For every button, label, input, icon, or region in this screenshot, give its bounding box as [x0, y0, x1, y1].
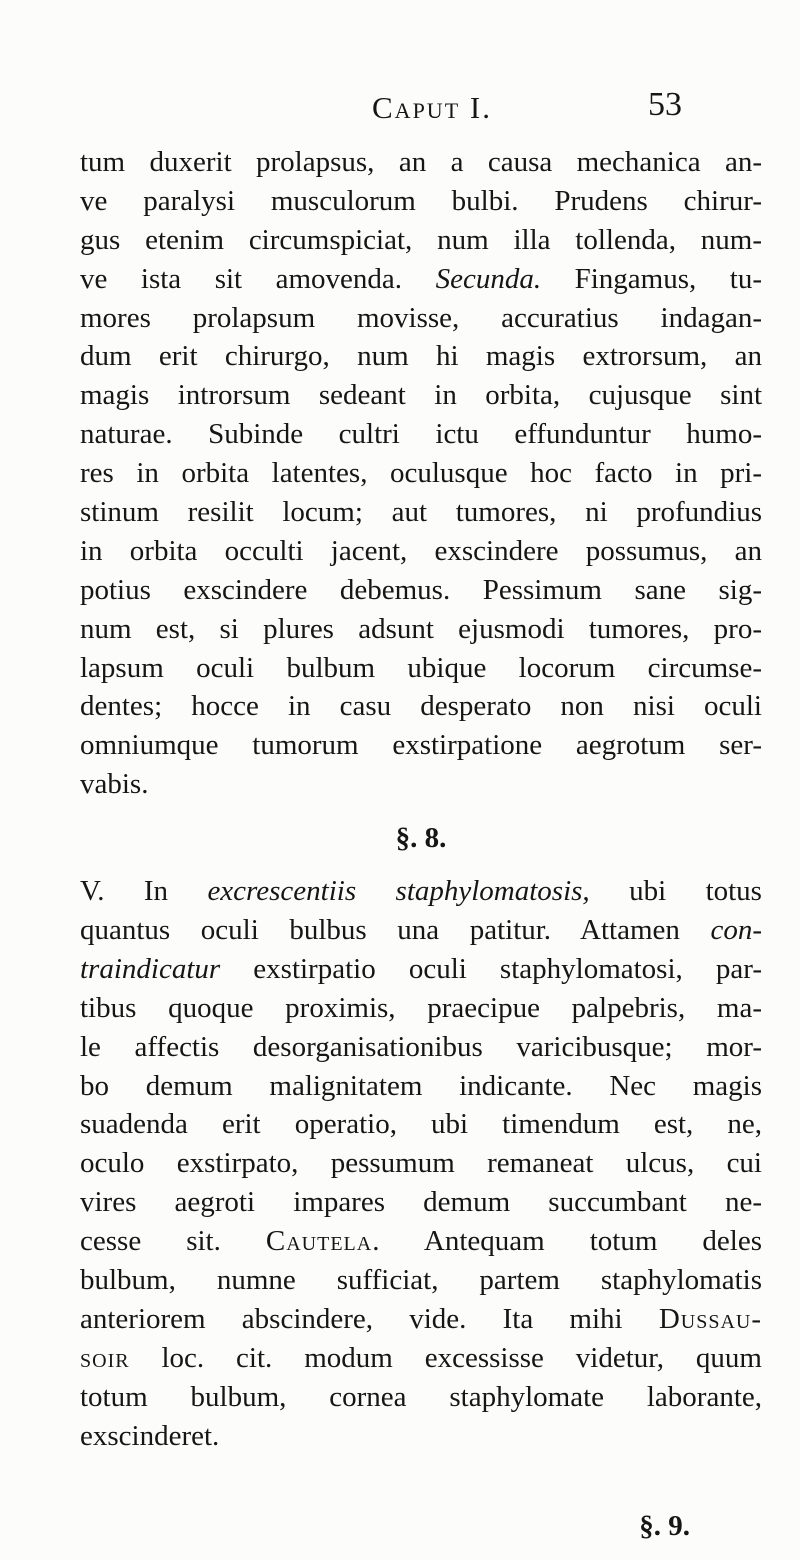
- paragraph-section-8: [80, 872, 762, 1455]
- text-line: bo demum malignitatem indicante. Nec magis: [80, 1069, 762, 1102]
- text-line: anteriorem abscindere, vide. Ita mihi Dussau-: [80, 1302, 762, 1335]
- page-number: 53: [648, 86, 682, 123]
- text-line: suadenda erit operatio, ubi timendum est, ne,: [80, 1108, 762, 1141]
- text-line: traindicatur exstirpatio oculi staphylomatosi, par-: [80, 952, 762, 985]
- text-line: lapsum oculi bulbum ubique locorum circumse-: [80, 651, 762, 684]
- italic-term: traindicatur: [80, 952, 221, 985]
- text-line: quantus oculi bulbus una patitur. Attamen con-: [80, 914, 762, 947]
- text-line: mores prolapsum movisse, accuratius indagan-: [80, 301, 762, 334]
- page-header: [0, 76, 800, 136]
- text-line: totum bulbum, cornea staphylomate laborante,: [80, 1380, 762, 1413]
- text-line: le affectis desorganisationibus varicibusque; mor-: [80, 1030, 762, 1063]
- text-line: tibus quoque proximis, praecipue palpebris, ma-: [80, 991, 762, 1024]
- running-head: Caput I.: [372, 90, 492, 125]
- text-line: ve ista sit amovenda. Secunda. Fingamus, tu-: [80, 262, 762, 295]
- catchword-section: §. 9.: [639, 1509, 690, 1542]
- section-heading: §. 8.: [395, 822, 447, 855]
- text-line: dentes; hocce in casu desperato non nisi oculi: [80, 690, 762, 723]
- text-line: cesse sit. Cautela. Antequam totum deles: [80, 1225, 762, 1258]
- text-line: bulbum, numne sufficiat, partem staphylomatis: [80, 1264, 762, 1297]
- small-caps-author: Dussau-: [658, 1302, 762, 1335]
- text-line: vabis.: [80, 768, 149, 801]
- text-line: omniumque tumorum exstirpatione aegrotum ser-: [80, 729, 762, 762]
- paragraph-continuation: [80, 143, 762, 804]
- italic-term: Secunda.: [435, 262, 542, 295]
- page-body: [80, 143, 762, 1560]
- text-line: soir loc. cit. modum excessisse videtur, quum: [80, 1341, 762, 1374]
- text-line: res in orbita latentes, oculusque hoc facto in pri-: [80, 457, 762, 490]
- small-caps-author: soir: [80, 1341, 130, 1374]
- text-line: potius exscindere debemus. Pessimum sane sig-: [80, 573, 762, 606]
- small-caps-term: Cautela.: [265, 1225, 381, 1258]
- text-line: stinum resilit locum; aut tumores, ni profundius: [80, 496, 762, 529]
- text-line: in orbita occulti jacent, exscindere possumus, an: [80, 534, 762, 567]
- text-line: dum erit chirurgo, num hi magis extrorsum, an: [80, 340, 762, 373]
- text-line: oculo exstirpato, pessumum remaneat ulcus, cui: [80, 1147, 762, 1180]
- text-line: naturae. Subinde cultri ictu effunduntur humo-: [80, 418, 762, 451]
- text-line: gus etenim circumspiciat, num illa tollenda, num-: [80, 223, 762, 256]
- text-line: num est, si plures adsunt ejusmodi tumores, pro-: [80, 612, 762, 645]
- text-line: V. In excrescentiis staphylomatosis, ubi totus: [80, 875, 762, 908]
- text-line: tum duxerit prolapsus, an a causa mechanica an-: [80, 146, 762, 178]
- italic-term: con-: [710, 914, 762, 947]
- text-line: vires aegroti impares demum succumbant ne-: [80, 1186, 762, 1219]
- text-line: exscinderet.: [80, 1419, 220, 1452]
- text-line: ve paralysi musculorum bulbi. Prudens chirur-: [80, 184, 762, 217]
- italic-term: excrescentiis staphylomatosis,: [207, 875, 590, 908]
- text-line: magis introrsum sedeant in orbita, cujusque sint: [80, 379, 762, 412]
